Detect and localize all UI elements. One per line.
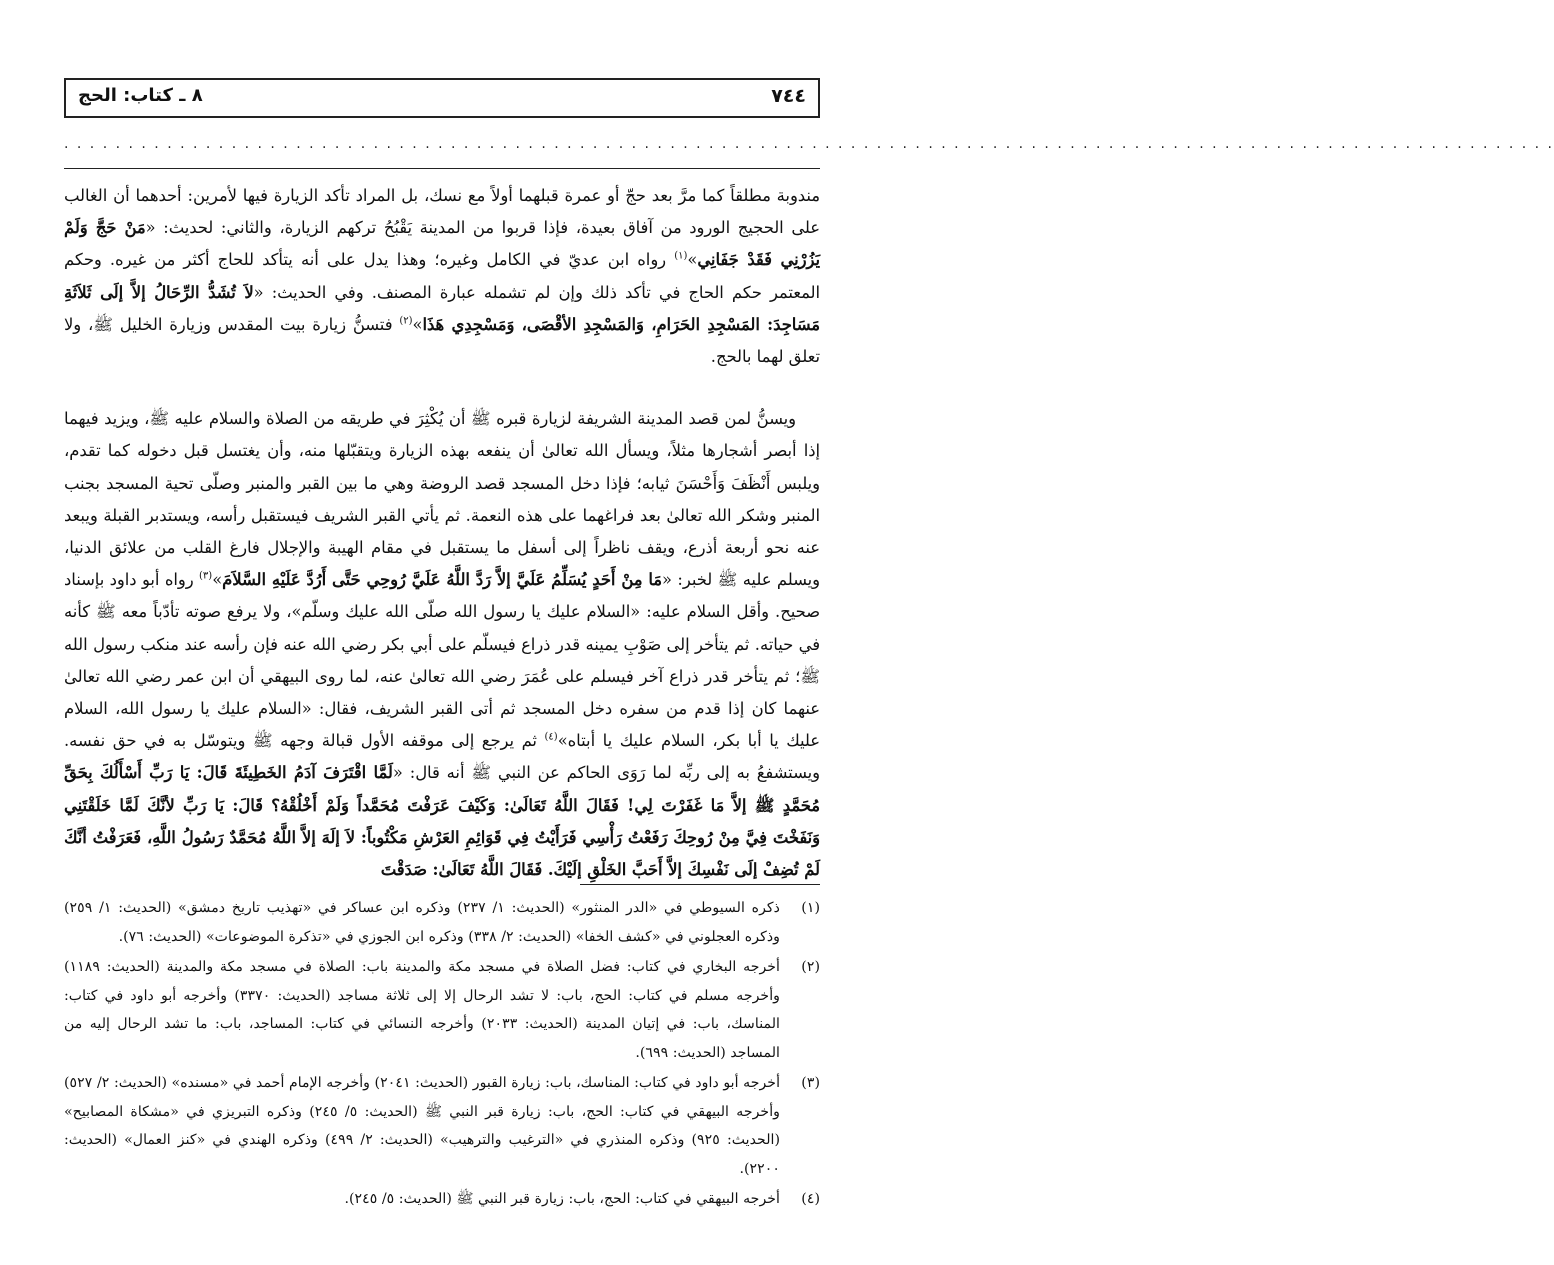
page-number: ٧٤٤	[771, 85, 806, 107]
main-text	[64, 180, 820, 886]
paragraph-2	[64, 403, 820, 886]
footnote-ref: (٣)	[199, 570, 213, 582]
footnote-item	[64, 953, 820, 1067]
text-span: رواه أبو داود بإسناد صحيح. وأقل السلام عليه: «السلام عليك يا رسول الله صلّى الله عليك وسلّم»، ولا يرفع صوته تأدّباً معه ﷺ كأنه في حياته. ثم يتأخر إلى صَوْبِ يمينه قدر ذراع فيسلّم على أبي بكر رضي الله عنه فإن رأسه عند منكب رسول الله ﷺ؛ ثم يتأخر قدر ذراع آخر فيسلم على عُمَرَ رضي الله تعالىٰ عنه، لما روى البيهقي أن ابن عمر رضي الله تعالىٰ عنهما كان إذا قدم من سفره دخل المسجد ثم أتى القبر الشريف، فقال: «السلام عليك يا رسول الله، السلام عليك يا أبا بكر، السلام عليك يا أبتاه»	[64, 570, 820, 751]
footnote-ref: (٤)	[544, 731, 558, 743]
hadith-text: مَنْ حَجَّ وَلَمْ يَزُرْنِي فَقَدْ جَفَانِي	[64, 218, 820, 270]
dotted-separator: · · · · · · · · · · · · · · · · · · · · · · · · · · · · · · · · · · · · · · · · · · · · · · · · · · · · · · · · · · · · · · · · · · · · · · · · · · · · · · · · · · · · · · · · · · · · · · · · · · · · · · · · · · · · · · · · · · · ·	[64, 140, 1554, 156]
footnote-ref: (١)	[674, 250, 688, 262]
hadith-text: لاَ تُشَدُّ الرِّحَالُ إلاَّ إلَى ثَلاَثَةِ مَسَاجِدَ: المَسْجِدِ الحَرَامِ، وَالمَسْجِدِ الأقْصَى، وَمَسْجِدِي هَذَا	[64, 282, 820, 334]
text-span: »	[412, 314, 423, 334]
footnote-number: (٢)	[801, 959, 820, 975]
text-span: »	[687, 250, 698, 270]
footnote-number: (٤)	[801, 1191, 820, 1207]
text-span: رواه ابن عديّ في الكامل وغيره؛ وهذا يدل على أنه يتأكد للحاج أكثر من غيره. وحكم المعتمر حكم الحاج في تأكد ذلك وإن لم تشمله عبارة المصنف. وفي الحديث: «	[64, 250, 821, 302]
footnotes	[64, 894, 820, 1216]
hadith-text: مَا مِنْ أَحَدٍ يُسَلِّمُ عَلَيَّ إلاَّ رَدَّ اللَّهُ عَلَيَّ رُوحِي حَتَّى أَرُدَّ عَلَيْهِ السَّلاَمَ	[222, 570, 663, 590]
text-span: »	[212, 570, 223, 590]
footnote-text: أخرجه البخاري في كتاب: فضل الصلاة في مسجد مكة والمدينة باب: الصلاة في مسجد مكة والمدينة (الحديث: ١١٨٩) وأخرجه مسلم في كتاب: الحج، باب: لا تشد الرحال إلا إلى ثلاثة مساجد (الحديث: ٣٣٧٠) وأخرجه أبو داود في كتاب: المناسك، باب: في إتيان المدينة (الحديث: ٢٠٣٣) وأخرجه النسائي في كتاب: المساجد، باب: ما تشد الرحال إليه من المساجد (الحديث: ٦٩٩).	[64, 959, 781, 1061]
footnote-text: أخرجه أبو داود في كتاب: المناسك، باب: زيارة القبور (الحديث: ٢٠٤١) وأخرجه الإمام أحمد في «مسنده» (الحديث: ٢/ ٥٢٧) وأخرجه البيهقي في كتاب: الحج، باب: زيارة قبر النبي ﷺ (الحديث: ٥/ ٢٤٥) وذكره التبريزي في «مشكاة المصابيح» (الحديث: ٩٢٥) وذكره المنذري في «الترغيب والترهيب» (الحديث: ٢/ ٤٩٩) وذكره الهندي في «كنز العمال» (الحديث: ٢٢٠٠).	[64, 1075, 781, 1177]
text-span: فتسنُّ زيارة بيت المقدس وزيارة الخليل ﷺ، ولا تعلق لهما بالحج.	[64, 314, 820, 367]
footnote-item	[64, 1185, 820, 1214]
text-span: ويسنُّ لمن قصد المدينة الشريفة لزيارة قبره ﷺ أن يُكْثِرَ في طريقه من الصلاة والسلام عليه ﷺ، ويزيد فيهما إذا أبصر أشجارها مثلاً، ويسأل الله تعالىٰ أن ينفعه بهذه الزيارة ويتقبّلها منه، وأن يغتسل قبل دخوله كما تقدم، ويلبس أَنْظَفَ وَأَحْسَنَ ثيابه؛ فإذا دخل المسجد قصد الروضة وهي ما بين القبر والمنبر وصلّى تحية المسجد بجنب المنبر وشكر الله تعالىٰ بعد فراغهما على هذه النعمة. ثم يأتي القبر الشريف فيستقبل رأسه، ويستدبر القبلة ويبعد عنه نحو أربعة أذرع، ويقف ناظراً إلى أسفل ما يستقبل في مقام الهيبة والإجلال فارغ القلب من علائق الدنيا، ويسلم عليه ﷺ لخبر: «	[64, 409, 821, 590]
footnote-number: (٣)	[801, 1075, 820, 1091]
text-span: ثم يرجع إلى موقفه الأول قبالة وجهه ﷺ ويتوسّل به في حق نفسه. ويستشفعُ به إلى ربِّه لما رَوَى الحاكم عن النبي ﷺ أنه قال: «	[64, 731, 820, 783]
footnote-item	[64, 894, 820, 951]
book-title: ٨ ـ كتاب: الحج	[78, 85, 203, 106]
hadith-text: لَمَّا اقْتَرَفَ آدَمُ الخَطِيئَةَ قَالَ: يَا رَبِّ أَسْأَلُكَ بِحَقِّ مُحَمَّدٍ ﷺ إلاَّ مَا غَفَرْتَ لِي! فَقَالَ اللَّهُ تَعَالَىٰ: وَكَيْفَ عَرَفْتَ مُحَمَّداً وَلَمْ أَخْلُقْهُ؟ قَالَ: يَا رَبِّ لأنَّكَ لَمَّا خَلَقْتَنِي وَنَفَخْتَ فِيَّ مِنْ رُوحِكَ رَفَعْتُ رَأْسِي فَرَأَيْتُ فِي قَوَائِمِ العَرْشِ مَكْتُوباً: لاَ إلَهَ إلاَّ اللَّهُ مُحَمَّدٌ رَسُولُ اللَّهِ، فَعَرَفْتُ أنَّكَ لَمْ تُضِفْ إلَى نَفْسِكَ إلاَّ أَحَبَّ الخَلْقِ إلَيْكَ. فَقَالَ اللَّهُ تَعَالَىٰ: صَدَقْتَ	[64, 763, 820, 880]
footnote-rule	[580, 884, 820, 885]
footnote-item	[64, 1069, 820, 1183]
footnote-text: ذكره السيوطي في «الدر المنثور» (الحديث: ١/ ٢٣٧) وذكره ابن عساكر في «تهذيب تاريخ دمشق» (الحديث: ١/ ٢٥٩) وذكره العجلوني في «كشف الخفا» (الحديث: ٢/ ٣٣٨) وذكره ابن الجوزي في «تذكرة الموضوعات» (الحديث: ٧٦).	[64, 900, 780, 945]
paragraph-1	[64, 180, 820, 373]
footnote-text: أخرجه البيهقي في كتاب: الحج، باب: زيارة قبر النبي ﷺ (الحديث: ٥/ ٢٤٥).	[344, 1191, 780, 1207]
footnote-number: (١)	[801, 900, 820, 916]
text-span: مندوبة مطلقاً كما مرَّ بعد حجّ أو عمرة قبلهما أولاً مع نسك، بل المراد تأكد الزيارة فيها لأمرين: أحدهما أن الغالب على الحجيج الورود من آفاق بعيدة، فإذا قربوا من المدينة يَقْبُحُ تركهم الزيارة، والثاني: لحديث: «	[64, 186, 821, 238]
top-rule	[64, 168, 820, 169]
page-header	[64, 78, 820, 118]
footnote-ref: (٢)	[399, 315, 413, 327]
